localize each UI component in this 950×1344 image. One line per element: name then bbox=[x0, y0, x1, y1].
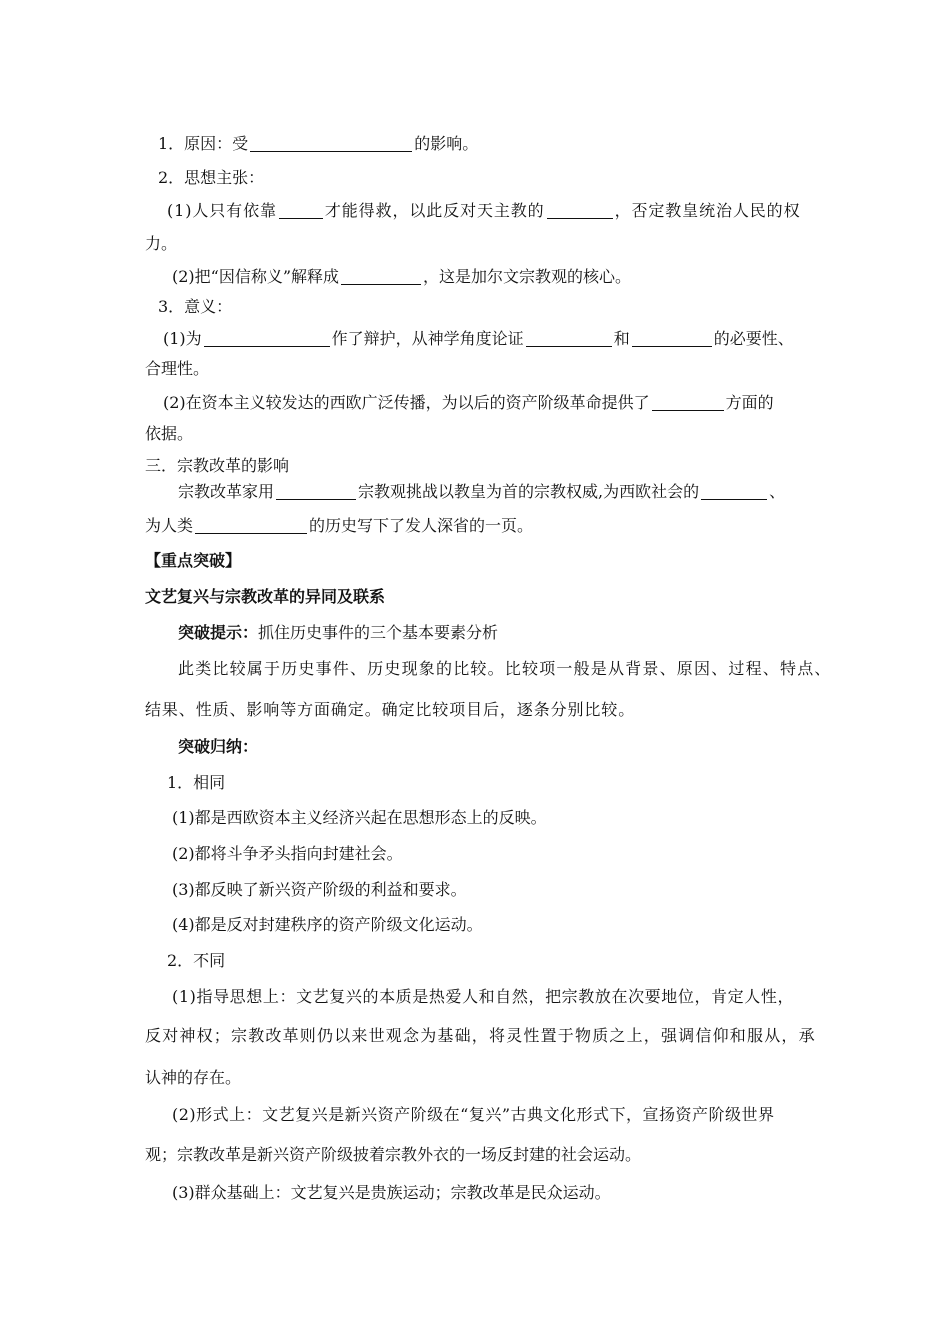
meaning2-text-c: 依据。 bbox=[145, 424, 194, 443]
diff-title bbox=[0, 950, 890, 972]
section3-text-d: 为人类 bbox=[145, 516, 194, 535]
reason-line bbox=[0, 133, 890, 155]
idea2-text-a: (2)把“因信称义”解释成 bbox=[172, 267, 340, 286]
section3-text-b: 宗教观挑战以教皇为首的宗教权威,为西欧社会的 bbox=[358, 482, 700, 501]
hint-line bbox=[0, 622, 890, 644]
meaning1-line bbox=[0, 328, 890, 350]
key-header bbox=[0, 550, 890, 572]
section3-title bbox=[0, 455, 890, 477]
idea1-text-a: (1)人只有依靠 bbox=[167, 201, 277, 220]
meaning1-text-a: (1)为 bbox=[163, 329, 202, 348]
idea1-text-b: 才能得救，以此反对天主教的 bbox=[324, 201, 545, 220]
same-item-text: (4)都是反对封建秩序的资产阶级文化运动。 bbox=[172, 915, 483, 934]
section3-text-a: 宗教改革家用 bbox=[178, 482, 275, 501]
diff3-text: (3)群众基础上：文艺复兴是贵族运动；宗教改革是民众运动。 bbox=[172, 1183, 611, 1202]
blank-meaning2[interactable] bbox=[652, 394, 724, 411]
desc-line1 bbox=[0, 658, 890, 680]
diff2-line2 bbox=[0, 1144, 890, 1166]
reason-text-end: 的影响。 bbox=[414, 134, 479, 153]
blank-section3-view[interactable] bbox=[276, 483, 356, 500]
section3-para-line2 bbox=[0, 515, 890, 537]
meaning2-text-a: (2)在资本主义较发达的西欧广泛传播，为以后的资产阶级革命提供了 bbox=[163, 393, 650, 412]
key-topic-text: 文艺复兴与宗教改革的异同及联系 bbox=[145, 587, 386, 606]
section3-text-c: 、 bbox=[769, 482, 786, 501]
diff-title-text: 2．不同 bbox=[167, 951, 226, 970]
meaning-title-text: 3．意义： bbox=[158, 297, 233, 316]
section3-title-text: 三．宗教改革的影响 bbox=[145, 456, 290, 475]
meaning1-text-c: 和 bbox=[613, 329, 630, 348]
idea1-text-c: ，否定教皇统治人民的权 bbox=[614, 201, 801, 220]
idea2-text-b: ，这是加尔文宗教观的核心。 bbox=[423, 267, 632, 286]
diff2-text2: 观；宗教改革是新兴资产阶级披着宗教外衣的一场反封建的社会运动。 bbox=[145, 1145, 642, 1164]
idea1-cont bbox=[0, 233, 890, 255]
same-item bbox=[0, 843, 890, 865]
desc-text1: 此类比较属于历史事件、历史现象的比较。比较项一般是从背景、原因、过程、特点、 bbox=[178, 659, 832, 678]
meaning2-line bbox=[0, 392, 890, 414]
blank-meaning1-defend[interactable] bbox=[204, 330, 330, 347]
diff1-line1 bbox=[0, 986, 890, 1008]
hint-text: 抓住历史事件的三个基本要素分析 bbox=[258, 623, 499, 642]
diff3-line bbox=[0, 1182, 890, 1204]
same-item bbox=[0, 807, 890, 829]
meaning-title bbox=[0, 296, 890, 318]
same-title-text: 1．相同 bbox=[167, 773, 226, 792]
meaning1-cont bbox=[0, 358, 890, 380]
blank-section3-society[interactable] bbox=[701, 483, 767, 500]
section3-text-e: 的历史写下了发人深省的一页。 bbox=[309, 516, 534, 535]
reason-text: 1．原因：受 bbox=[158, 134, 249, 153]
same-item bbox=[0, 914, 890, 936]
key-header-text: 【重点突破】 bbox=[145, 551, 242, 570]
diff1-text1: (1)指导思想上：文艺复兴的本质是热爱人和自然，把宗教放在次要地位，肯定人性， bbox=[172, 987, 795, 1006]
same-item bbox=[0, 879, 890, 901]
ideas-title-text: 2．思想主张： bbox=[158, 168, 265, 187]
summary-label-text: 突破归纳： bbox=[178, 737, 259, 756]
meaning2-text-b: 方面的 bbox=[725, 393, 774, 412]
blank-idea1-oppose[interactable] bbox=[547, 202, 613, 219]
blank-section3-human[interactable] bbox=[195, 517, 307, 534]
blank-meaning1-prove-a[interactable] bbox=[526, 330, 612, 347]
diff1-text3: 认神的存在。 bbox=[145, 1068, 242, 1087]
meaning1-text-b: 作了辩护，从神学角度论证 bbox=[331, 329, 524, 348]
diff2-line1 bbox=[0, 1104, 890, 1126]
same-title bbox=[0, 772, 890, 794]
idea1-line bbox=[0, 200, 890, 222]
ideas-title bbox=[0, 167, 890, 189]
meaning1-text-d: 的必要性、 bbox=[713, 329, 794, 348]
desc-text2: 结果、性质、影响等方面确定。确定比较项目后，逐条分别比较。 bbox=[145, 700, 636, 719]
same-item-text: (2)都将斗争矛头指向封建社会。 bbox=[172, 844, 403, 863]
diff1-line3 bbox=[0, 1067, 890, 1089]
blank-meaning1-prove-b[interactable] bbox=[632, 330, 712, 347]
diff2-text1: (2)形式上：文艺复兴是新兴资产阶级在“复兴”古典文化形式下，宣扬资产阶级世界 bbox=[172, 1105, 775, 1124]
blank-idea1-rely[interactable] bbox=[279, 202, 323, 219]
blank-idea2[interactable] bbox=[341, 268, 421, 285]
summary-label bbox=[0, 736, 890, 758]
meaning1-text-e: 合理性。 bbox=[145, 359, 210, 378]
section3-para-line1 bbox=[0, 481, 890, 503]
meaning2-cont bbox=[0, 423, 890, 445]
key-topic bbox=[0, 586, 890, 608]
blank-reason[interactable] bbox=[250, 135, 412, 152]
idea1-text-d: 力。 bbox=[145, 234, 178, 253]
diff1-text2: 反对神权；宗教改革则仍以来世观念为基础，将灵性置于物质之上，强调信仰和服从，承 bbox=[145, 1026, 816, 1045]
idea2-line bbox=[0, 266, 890, 288]
diff1-line2 bbox=[0, 1025, 890, 1047]
same-item-text: (3)都反映了新兴资产阶级的利益和要求。 bbox=[172, 880, 467, 899]
desc-line2 bbox=[0, 699, 890, 721]
same-item-text: (1)都是西欧资本主义经济兴起在思想形态上的反映。 bbox=[172, 808, 547, 827]
hint-label: 突破提示： bbox=[178, 623, 259, 642]
